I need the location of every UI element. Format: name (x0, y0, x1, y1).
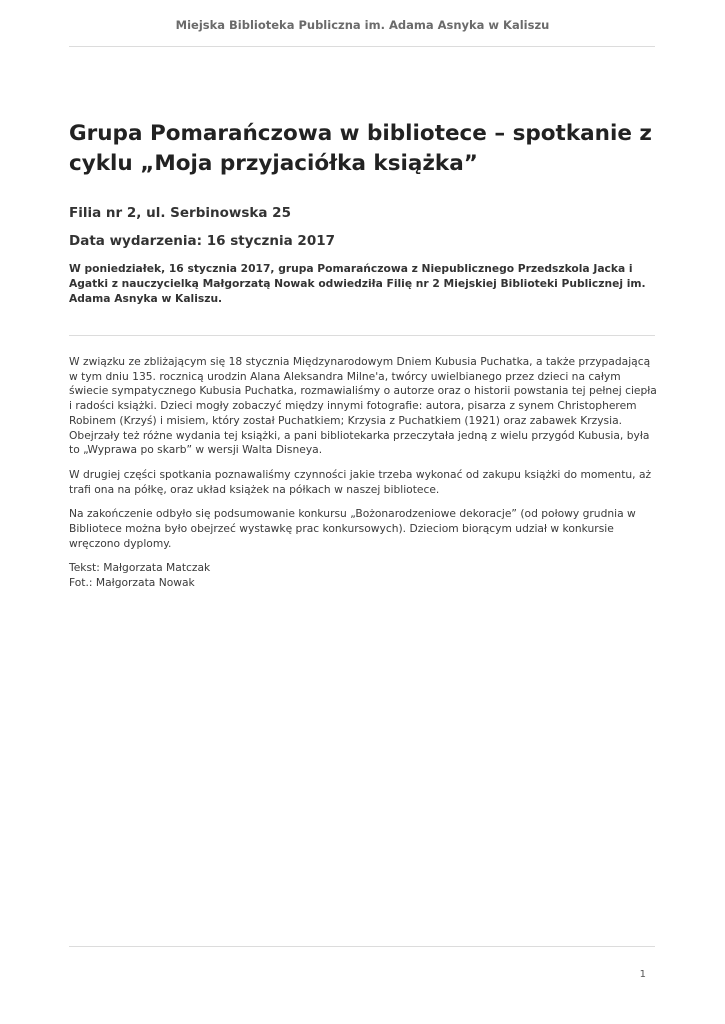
article-paragraph: W związku ze zbliżającym się 18 stycznia Międzynarodowym Dniem Kubusia Puchatka, a także przypadającą w tym dniu 135. rocznicą urodzin Alana Aleksandra Milne'a, twórcy uwielbianego przez dzieci na całym świecie sympatycznego Kubusia Puchatka, rozmawialiśmy o autorze oraz o historii powstania tej pełnej ciepła i radości książki. Dzieci mogły zobaczyć między innymi fotografie: autora, pisarza z synem Christopherem Robinem (Krzyś) i misiem, który został Puchatkiem; Krzysia z Puchatkiem (1921) oraz zabawek Krzysia. Obejrzały też różne wydania tej książki, a pani bibliotekarka przeczytała jedną z wielu przygód Kubusia, była to „Wyprawa po skarb” w wersji Walta Disneya. (69, 355, 657, 457)
article-paragraph: Na zakończenie odbyło się podsumowanie konkursu „Bożonarodzeniowe dekoracje” (od połowy grudnia w Bibliotece można było obejrzeć wystawkę prac konkursowych). Dzieciom biorącym udział w konkursie wręczono dyplomy. (69, 507, 636, 550)
header-divider (69, 46, 655, 47)
article-body (69, 355, 659, 591)
footer-divider (69, 946, 655, 947)
text-author: Tekst: Małgorzata Matczak (69, 561, 211, 575)
article-title: Grupa Pomarańczowa w bibliotece – spotkanie z cyklu „Moja przyjaciółka książka” (69, 121, 652, 176)
page-header: Miejska Biblioteka Publiczna im. Adama Asnyka w Kaliszu (175, 18, 550, 32)
event-date: Data wydarzenia: 16 stycznia 2017 (69, 233, 335, 249)
event-location: Filia nr 2, ul. Serbinowska 25 (69, 205, 291, 221)
photo-author: Fot.: Małgorzata Nowak (69, 576, 195, 590)
article-credits (69, 561, 659, 590)
lead-divider (69, 335, 655, 336)
article-paragraph: W drugiej części spotkania poznawaliśmy czynności jakie trzeba wykonać od zakupu książki do momentu, aż trafi ona na półkę, oraz układ książek na półkach w naszej bibliotece. (69, 467, 652, 496)
article-lead: W poniedziałek, 16 stycznia 2017, grupa Pomarańczowa z Niepublicznego Przedszkola Jacka i Agatki z nauczycielką Małgorzatą Nowak odwiedziła Filię nr 2 Miejskiej Biblioteki Publicznej im. Adama Asnyka w Kaliszu. (69, 262, 646, 305)
page-number: 1 (639, 969, 646, 980)
